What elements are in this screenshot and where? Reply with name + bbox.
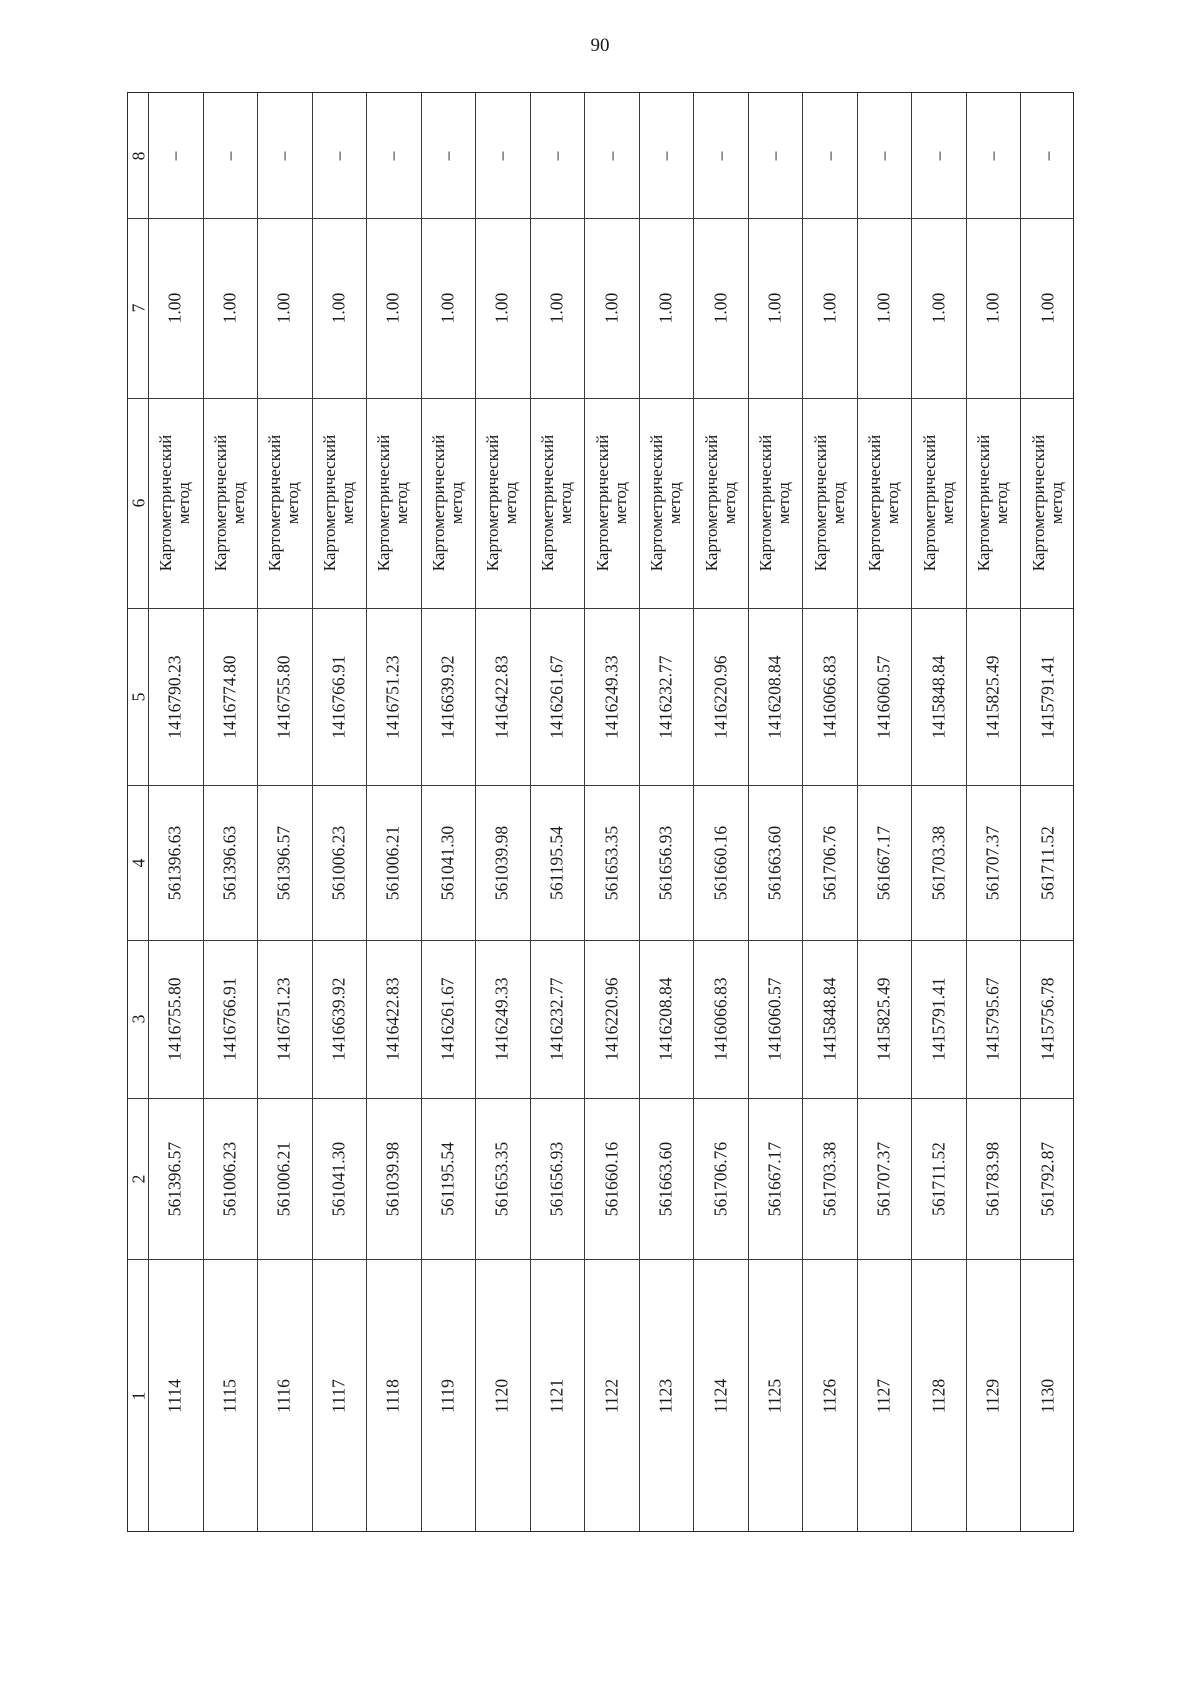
table-cell-text: 1416422.83 [382,977,403,1061]
table-cell-text: 1122 [601,1378,621,1414]
table-cell-text: 561706.76 [819,825,840,900]
header-cell-4-text: 4 [128,858,149,867]
table-cell-text: 1130 [1037,1378,1058,1414]
table-cell-line: Картометрический [210,434,230,572]
table-cell-text: 1416766.91 [328,654,349,739]
table-cell-text: 1416774.80 [219,654,240,739]
table-cell-text: – [546,151,567,160]
table-cell-text: 1416220.96 [601,977,621,1061]
table-cell-text [648,435,684,571]
table-cell-text: 1123 [655,1378,676,1414]
table-cell-line: Картометрический [919,434,939,572]
table-cell-text: – [873,151,894,160]
table-cell-text: 1.00 [164,292,185,324]
table-cell-text: 561006.21 [273,1141,294,1216]
table-cell-line: Картометрический [756,434,776,572]
table-cell-text: 1416060.57 [873,654,894,739]
table-cell-line: метод [283,481,303,525]
table-cell-text [866,435,902,571]
table-cell-text [594,435,630,571]
row-divider [802,93,803,1531]
table-cell-text: 1416751.23 [382,654,403,739]
table-cell-line: метод [228,481,248,525]
table-cell-text: – [273,151,294,160]
table-cell-text: 1.00 [928,292,949,324]
row-divider [1020,93,1021,1531]
row-divider [911,93,912,1531]
table-cell-text: 1.00 [382,292,403,324]
table-cell-text [703,435,739,571]
table-cell-text: 1.00 [655,292,676,324]
table-cell-line: Картометрический [374,434,394,572]
table-cell-text: 1118 [382,1379,403,1413]
table-cell-text: 561041.30 [437,825,458,900]
table-cell-line: Картометрический [319,434,339,572]
table-cell-text [430,435,466,571]
table-cell-text: 561041.30 [328,1141,349,1216]
table-cell-text: 1416066.83 [819,654,840,739]
table-cell-line: метод [392,481,412,525]
table-cell-line: Картометрический [1028,434,1048,572]
table-cell-text: 561006.23 [328,825,349,900]
row-divider [693,93,694,1531]
row-divider [584,93,585,1531]
table-cell-line: метод [665,481,685,525]
column-divider [128,1259,1073,1260]
table-cell-text: 1121 [546,1378,567,1414]
table-cell-text: 561006.21 [382,825,403,900]
row-divider [421,93,422,1531]
table-cell-text: 1415848.84 [819,977,840,1061]
table-cell-text: – [491,151,512,160]
table-cell-text: 1415825.49 [982,654,1003,739]
table-cell-line: Картометрический [537,434,557,572]
table-cell-line: метод [501,481,521,525]
table-cell-text: 1.00 [819,292,840,324]
column-divider [128,608,1073,609]
table-cell-text [812,435,848,571]
table-cell-text: – [710,151,731,160]
table-cell-text: 1114 [164,1379,185,1413]
table-cell-text: 1.00 [219,292,240,324]
table-cell-text [375,435,411,571]
table-cell-text: – [928,151,949,160]
table-cell-text: 1416639.92 [437,654,458,739]
table-cell-text: 1.00 [873,292,894,324]
row-divider [203,93,204,1531]
table-cell-text: 1.00 [328,292,349,324]
table-cell-text: 561396.63 [219,825,240,900]
table-cell-line: Картометрический [810,434,830,572]
table-cell-text: 561703.38 [928,825,949,900]
table-cell-text: – [437,151,458,160]
table-cell-text: 1.00 [764,292,785,324]
column-divider [128,398,1073,399]
table-cell-text: 1117 [328,1379,349,1413]
table-cell-text: – [819,151,840,160]
table-cell-line: метод [774,481,794,525]
table-cell-text: 1.00 [710,292,731,324]
row-divider [966,93,967,1531]
table-cell-text: 1124 [710,1378,731,1414]
table-cell-text [757,435,793,571]
table-cell-line: Картометрический [974,434,994,572]
table-cell-text: – [219,151,240,160]
header-cell-2-text: 2 [128,1174,149,1183]
table-cell-line: метод [174,481,194,525]
table-cell-line: метод [337,481,357,525]
row-divider [857,93,858,1531]
table-cell-line: метод [992,481,1012,525]
table-cell-text: 561706.76 [710,1141,731,1216]
table-cell-text: 1416755.80 [164,977,185,1061]
table-cell-text: 561660.16 [710,825,731,900]
table-cell-text: 1416220.96 [710,654,731,739]
column-divider [128,940,1073,941]
table-cell-text: 561711.52 [928,1141,949,1216]
table-cell-text [921,435,957,571]
table-cell-text: 1119 [437,1379,458,1413]
table-cell-text [539,435,575,571]
row-divider [748,93,749,1531]
table-cell-text: 1416232.77 [546,977,567,1061]
header-cell-8-text: 8 [128,151,149,160]
table-cell-text: – [164,151,185,160]
row-divider [530,93,531,1531]
table-cell-text: 1.00 [491,292,512,324]
table-cell-line: метод [883,481,903,525]
table-cell-text: 1416766.91 [219,977,240,1061]
table-cell-text: 1416751.23 [273,977,294,1061]
table-cell-text: 561039.98 [382,1141,403,1216]
table-cell-text: 561667.17 [873,825,894,900]
table-cell-text: 1416208.84 [764,654,785,739]
table-cell-text: 1.00 [546,292,567,324]
table-cell-text: 1415791.41 [1037,654,1058,739]
header-cell-1-text: 1 [128,1391,149,1401]
table-cell-text: 561653.35 [491,1141,512,1216]
table-cell-text: 1120 [491,1378,512,1414]
table-cell-line: Картометрический [592,434,612,572]
table-cell-text: 561039.98 [491,825,512,900]
table-cell-text: 1127 [873,1378,894,1414]
table-cell-text: 561711.52 [1037,825,1058,900]
table-cell-line: Картометрический [156,434,176,572]
table-cell-text: 1128 [928,1378,949,1414]
header-cell-3-text: 3 [128,1014,149,1024]
table-cell-text: 561707.37 [873,1141,894,1216]
table-cell-text: 1416422.83 [491,654,512,739]
table-cell-text: 561707.37 [982,825,1003,900]
table-cell-text: 1.00 [273,292,294,324]
table-cell-text: 1416060.57 [764,977,785,1061]
table-cell-text: 1415825.49 [873,977,894,1061]
header-cell-6-text: 6 [128,498,149,508]
table-cell-text: – [601,151,621,160]
table-cell-text [157,435,193,571]
table-cell-text: 1415756.78 [1037,977,1058,1061]
table-cell-line: метод [446,481,466,525]
table-cell-line: Картометрический [701,434,721,572]
table-cell-text: 1416066.83 [710,977,731,1061]
row-divider [366,93,367,1531]
table-cell-line: Картометрический [865,434,885,572]
table-cell-line: Картометрический [265,434,285,572]
table-cell-text: 561396.57 [164,1141,185,1216]
table-cell-text: 1416232.77 [655,654,676,739]
table-cell-text: 1416249.33 [491,977,512,1061]
table-cell-line: Картометрический [647,434,667,572]
table-cell-text: 1416639.92 [328,977,349,1061]
table-cell-text: 561667.17 [764,1141,785,1216]
table-cell-text: 1416208.84 [655,977,676,1061]
table-cell-text [975,435,1011,571]
table-cell-text: 561792.87 [1037,1141,1058,1216]
table-cell-text: 1.00 [437,292,458,324]
table-cell-text [321,435,357,571]
table-cell-text: 1125 [764,1378,785,1414]
table-cell-text: 561663.60 [764,825,785,900]
table-cell-text: 1416261.67 [546,654,567,739]
table-cell-text: 561006.23 [219,1141,240,1216]
table-cell-text: 1129 [982,1378,1003,1414]
table-cell-line: метод [719,481,739,525]
table-cell-line: метод [610,481,630,525]
table-cell-text: 1.00 [982,292,1003,324]
table-cell-text: 1.00 [1037,292,1058,324]
table-cell-text: 1415848.84 [928,654,949,739]
table-cell-line: метод [937,481,957,525]
table-cell-text: – [382,151,403,160]
table-cell-text: 561656.93 [655,825,676,900]
table-cell-text: 1415791.41 [928,977,949,1061]
table-cell-text: 1415795.67 [982,977,1003,1061]
row-divider [312,93,313,1531]
row-divider [475,93,476,1531]
table-cell-text: – [764,151,785,160]
table-cell-text: 1416790.23 [164,654,185,739]
table-cell-line: метод [555,481,575,525]
table-cell-text: 1126 [819,1378,840,1414]
table-cell-line: Картометрический [483,434,503,572]
table-cell-text [212,435,248,571]
row-divider [257,93,258,1531]
table-cell-text: 561396.63 [164,825,185,900]
table-cell-text: 561656.93 [546,1141,567,1216]
column-divider [128,1098,1073,1099]
table-cell-text: – [1037,151,1058,160]
table-cell-text: 561703.38 [819,1141,840,1216]
table-cell-text [1030,435,1066,571]
table-cell-line: метод [828,481,848,525]
table-cell-text: 561396.57 [273,825,294,900]
table-cell-text: – [982,151,1003,160]
table-cell-text: 561195.54 [437,1141,458,1216]
table-cell-text: 1416755.80 [273,654,294,739]
table-cell-text: 1.00 [601,292,621,324]
table-cell-text: 1416261.67 [437,977,458,1061]
table-cell-text: 1116 [273,1379,294,1413]
table-cell-text: 561195.54 [546,825,567,900]
table-cell-text: – [655,151,676,160]
table-cell-text: 561663.60 [655,1141,676,1216]
table-cell-text: 561653.35 [601,825,621,900]
table-cell-line: Картометрический [428,434,448,572]
table-cell-text [266,435,302,571]
table-cell-text [484,435,520,571]
column-divider [128,785,1073,786]
table-cell-text: 561660.16 [601,1141,621,1216]
header-cell-7-text: 7 [128,303,149,313]
table-cell-text: 561783.98 [982,1141,1003,1216]
page-number: 90 [590,35,610,56]
table-cell-text: – [328,151,349,160]
table-cell-text: 1115 [219,1379,240,1413]
table-cell-line: метод [1046,481,1066,525]
coordinates-table [127,92,1074,1532]
column-divider [128,218,1073,219]
header-cell-5-text: 5 [128,692,149,701]
row-divider [639,93,640,1531]
table-cell-text: 1416249.33 [601,654,621,739]
